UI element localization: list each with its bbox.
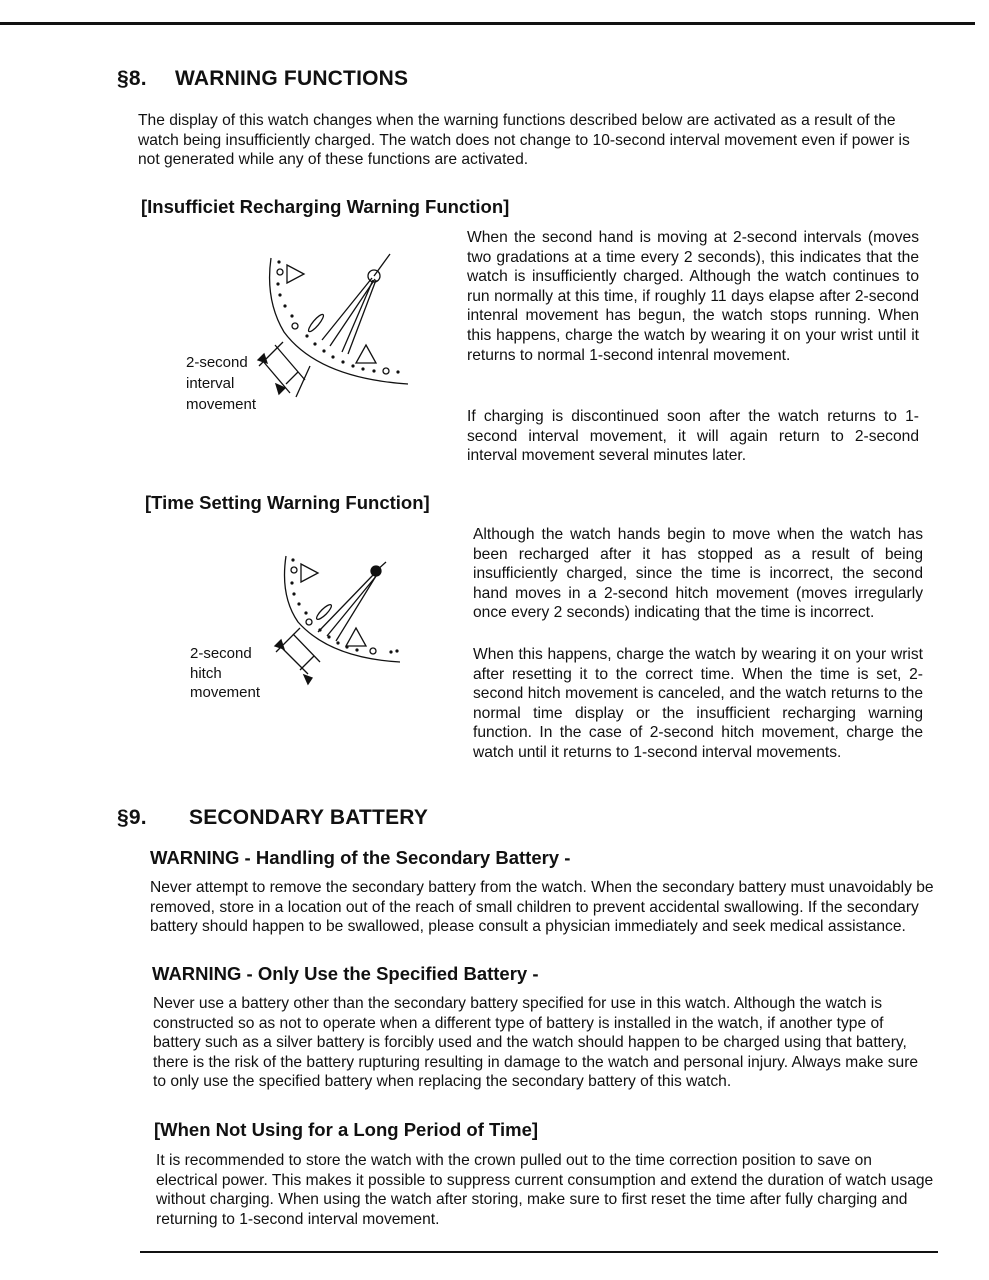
- long-period-heading: [When Not Using for a Long Period of Time]: [154, 1119, 539, 1140]
- time-setting-heading: [Time Setting Warning Function]: [145, 492, 430, 513]
- long-period-text: It is recommended to store the watch with the crown pulled out to the time correction position to save on electrical power. This makes it possible to suppress current consumption and extend the duration of watch usage without charging. When using the watch after storing, make sure to first reset the time after fully charging and returning to 1-second interval movement.: [156, 1152, 934, 1228]
- section-9-title: [117, 806, 428, 830]
- insufficient-recharging-text-1: When the second hand is moving at 2-second intervals (moves two gradations at a time every 2 seconds), this indicates that the watch is insufficiently charged. Although the watch continues to run normally at this time, if roughly 11 days elapse after 2-second intenral movement has begun, the watch stops running. When this happens, charge the watch by wearing it on your wrist until it returns to normal 1-second intenral movement.: [467, 229, 919, 364]
- insufficient-recharging-text-2: If charging is discontinued soon after the watch returns to 1-second interval movement, it will again return to 2-second interval movement several minutes later.: [467, 408, 919, 465]
- section-8-title-text: WARNING FUNCTIONS: [175, 67, 409, 90]
- bottom-rule: [140, 1251, 938, 1253]
- time-setting-text-1: Although the watch hands begin to move when the watch has been recharged after it has stopped as a result of being insufficiently charged, since the time is incorrect, the second hand moves in a 2-second hitch movement (moves irregularly once every 2 seconds) indicating that the time is incorrect.: [473, 526, 923, 622]
- hitch-movement-label: 2-second hitch movement: [190, 645, 261, 701]
- section-8-intro: The display of this watch changes when the warning functions described below are activated as a result of the watch being insufficiently charged. The watch does not change to 10-second interval movement even if power is not generated while any of these functions are activated.: [138, 112, 910, 169]
- section-8-number: §8.: [117, 67, 147, 90]
- time-setting-text-2: When this happens, charge the watch by wearing it on your wrist after resetting it to the correct time. When the time is set, 2-second hitch movement is canceled, and the watch returns to the normal time display or the insufficient recharging warning function. In the case of 2-second hitch movement, charge the watch until it returns to 1-second interval movements.: [473, 646, 923, 761]
- warning-handling-heading: WARNING - Handling of the Secondary Battery -: [150, 847, 571, 868]
- section-9-number: §9.: [117, 806, 147, 829]
- insufficient-recharging-heading: [Insufficiet Recharging Warning Function]: [141, 196, 510, 217]
- warning-battery-text: Never use a battery other than the secondary battery specified for use in this watch. Although the watch is constructed so as not to operate when a different type of battery is installed in the watch, if another type of battery such as a silver battery is forcibly used and the watch should happen to be charged using that battery, there is the risk of the battery rupturing resulting in damage to the watch and personal injury. Always make sure to only use the specified battery when replacing the secondary battery of this watch.: [153, 995, 919, 1091]
- warning-battery-heading: WARNING - Only Use the Specified Battery -: [152, 963, 539, 984]
- section-9-title-text: SECONDARY BATTERY: [189, 806, 429, 829]
- warning-handling-text: Never attempt to remove the secondary battery from the watch. When the secondary battery must unavoidably be removed, store in a location out of the reach of small children to prevent accidental swallowing. If the secondary battery should happen to be swallowed, please consult a physician immediately and seek medical assistance.: [150, 879, 934, 936]
- interval-movement-label: 2-second interval movement: [186, 354, 257, 413]
